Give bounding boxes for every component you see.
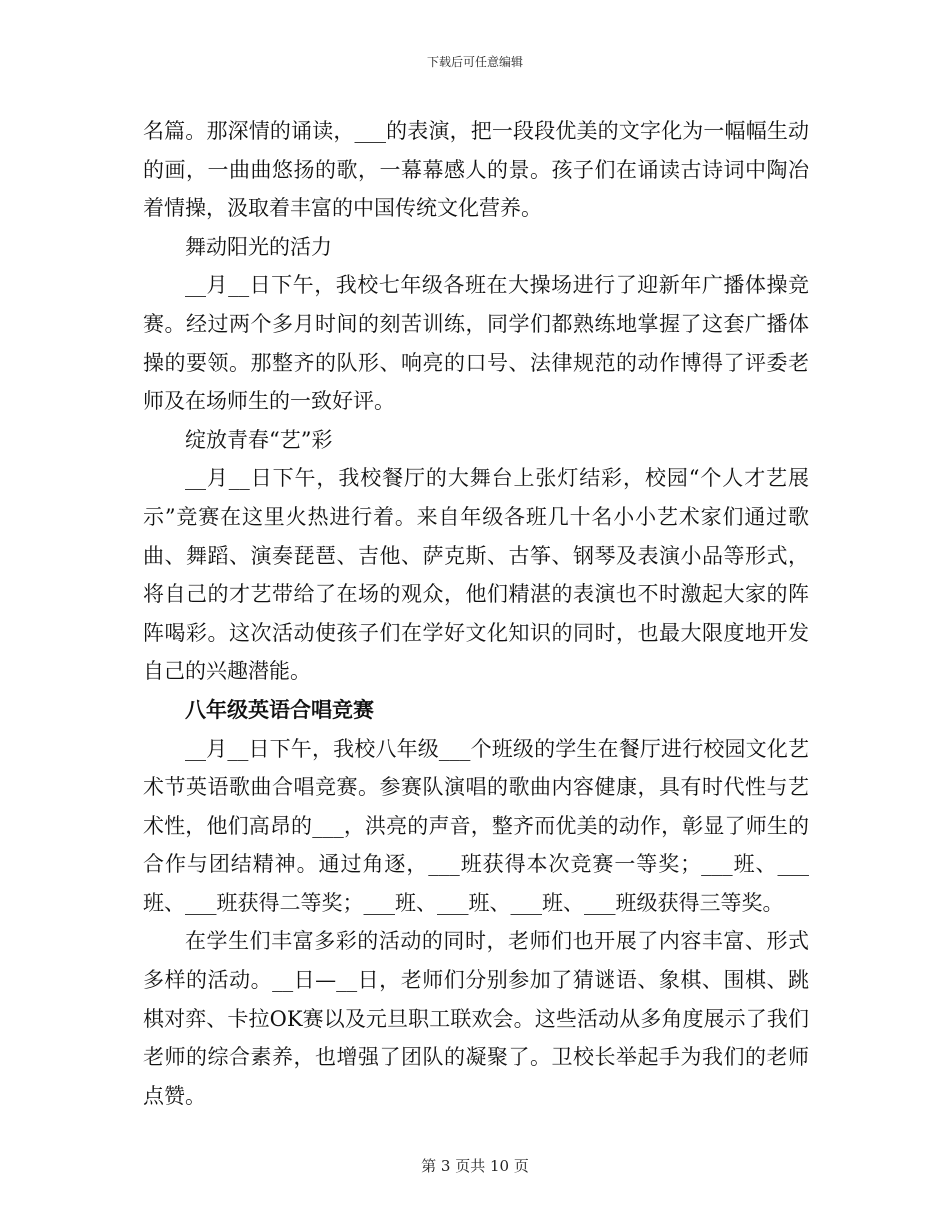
paragraph-teachers: 在学生们丰富多彩的活动的同时，老师们也开展了内容丰富、形式多样的活动。__日—__日，老师们分别参加了猜谜语、象棋、围棋、跳棋对弈、卡拉OK赛以及元旦职工联欢会。这些活动从多角度展示了我们老师的综合素养，也增强了团队的凝聚了。卫校长举起手为我们的老师点赞。 <box>143 929 809 1108</box>
section-title-exercise: 舞动阳光的活力 <box>185 234 332 259</box>
paragraph-recitation: 名篇。那深情的诵读，___的表演，把一段段优美的文字化为一幅幅生动的画，一曲曲悠扬的歌，一幕幕感人的景。孩子们在诵读古诗词中陶冶着情操，汲取着丰富的中国传统文化营养。 <box>143 119 809 221</box>
paragraph-exercise: __月__日下午，我校七年级各班在大操场进行了迎新年广播体操竞赛。经过两个多月时间的刻苦训练，同学们都熟练地掌握了这套广播体操的要领。那整齐的队形、响亮的口号、法律规范的动作博得了评委老师及在场师生的一致好评。 <box>143 273 809 414</box>
section-title-english-choir: 八年级英语合唱竞赛 <box>185 696 374 722</box>
section-title-talent: 绽放青春“艺”彩 <box>185 427 333 452</box>
document-body <box>143 112 809 1115</box>
paragraph-english-choir: __月__日下午，我校八年级___个班级的学生在餐厅进行校园文化艺术节英语歌曲合唱竞赛。参赛队演唱的歌曲内容健康，具有时代性与艺术性，他们高昂的___，洪亮的声音，整齐而优美的动作，彰显了师生的合作与团结精神。通过角逐，___班获得本次竞赛一等奖；___班、___班、___班获得二等奖；___班、___班、___班、___班级获得三等奖。 <box>143 736 809 915</box>
page-number: 第 3 页共 10 页 <box>421 1157 529 1175</box>
page-header-note: 下载后可任意编辑 <box>426 55 523 69</box>
paragraph-talent: __月__日下午，我校餐厅的大舞台上张灯结彩，校园“个人才艺展示”竞赛在这里火热进行着。来自年级各班几十名小小艺术家们通过歌曲、舞蹈、演奏琵琶、吉他、萨克斯、古筝、钢琴及表演小品等形式，将自己的才艺带给了在场的观众，他们精湛的表演也不时激起大家的阵阵喝彩。这次活动使孩子们在学好文化知识的同时，也最大限度地开发自己的兴趣潜能。 <box>143 466 809 684</box>
